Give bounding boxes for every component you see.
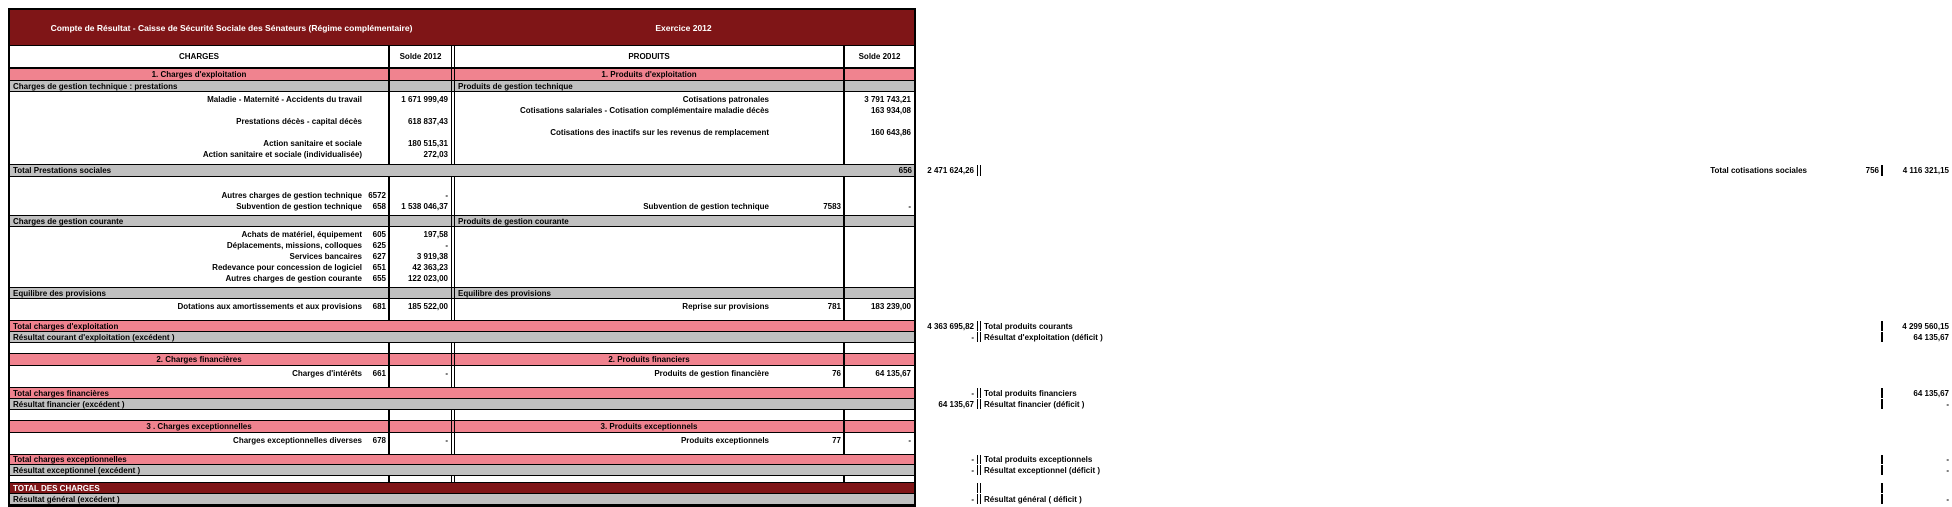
- left-value-cell: [388, 476, 451, 482]
- right-label-cell: [977, 494, 1881, 504]
- row-label: TOTAL DES CHARGES: [13, 483, 100, 493]
- colhead-row: [10, 46, 914, 69]
- row-label: [455, 190, 769, 201]
- left-label-cell: [10, 433, 388, 454]
- left-label-cell: [10, 366, 388, 387]
- account-code: [769, 116, 843, 127]
- band-row: [10, 69, 914, 81]
- right-value-cell: 64 135,67: [1881, 388, 1952, 398]
- left-value-cell: -: [914, 332, 977, 342]
- right-value-cell: [843, 354, 914, 365]
- band-row: [10, 81, 914, 92]
- detail-line: [10, 179, 388, 190]
- total-row: [10, 465, 1949, 476]
- left-label-cell: [10, 332, 914, 342]
- account-code: [769, 190, 843, 201]
- detail-line: [455, 435, 843, 446]
- right-value-cell: 4 363 695,82: [1881, 483, 1952, 493]
- left-value-cell: [388, 366, 451, 387]
- right-label-cell: [451, 299, 843, 320]
- right-label-cell: [451, 410, 843, 420]
- row-label: Total Prestations sociales: [13, 166, 112, 175]
- account-code: [769, 127, 843, 138]
- column-header-charges: CHARGES: [178, 52, 219, 61]
- detail-line: [10, 116, 388, 127]
- total-row: [10, 494, 1949, 505]
- right-label-cell: [977, 465, 1881, 475]
- row-label: Autres charges de gestion technique: [221, 191, 362, 200]
- row-label: Résultat général (excédent ): [13, 494, 120, 504]
- row-value: [845, 190, 914, 201]
- row-value: -: [445, 241, 448, 250]
- row-value: 1 538 046,37: [401, 202, 448, 211]
- row-label: Cotisations salariales - Cotisation complémentaire maladie décès: [520, 106, 769, 115]
- block-row: [10, 92, 914, 165]
- left-value-cell: [388, 421, 451, 432]
- left-value-cell: [388, 299, 451, 320]
- detail-line: [455, 368, 843, 379]
- row-value: 3 919,38: [416, 252, 448, 261]
- left-value-cell: [388, 410, 451, 420]
- column-header-solde-left: Solde 2012: [388, 46, 451, 67]
- row-value: 197,58: [423, 230, 448, 239]
- left-label-cell: [10, 343, 388, 353]
- detail-line: [455, 105, 843, 116]
- row-label: Total charges d'exploitation: [13, 321, 119, 331]
- left-label-cell: [10, 465, 914, 475]
- row-value: [390, 127, 451, 138]
- row-value: 272,03: [423, 150, 448, 159]
- band-row: [10, 421, 914, 433]
- left-value-cell: -: [914, 388, 977, 398]
- row-label: [10, 105, 362, 116]
- right-label-cell: [977, 483, 1881, 493]
- left-value-cell: 2 471 624,26: [914, 165, 977, 176]
- row-label: Total produits exceptionnels: [984, 455, 1093, 464]
- row-label: Reprise sur provisions: [682, 302, 769, 311]
- detail-line: [455, 116, 843, 127]
- left-value-cell: 4 363 695,82: [914, 483, 977, 493]
- row-value: 180 515,31: [407, 139, 448, 148]
- account-code: 627: [372, 252, 386, 261]
- right-value-cell: [843, 177, 914, 215]
- row-value: [845, 179, 914, 190]
- row-label: Cotisations patronales: [682, 95, 769, 104]
- left-label-cell: Equilibre des provisions: [13, 288, 106, 298]
- block-row: [10, 227, 914, 288]
- detail-line: [455, 127, 843, 138]
- account-code: [362, 127, 388, 138]
- right-label-cell: [977, 388, 1881, 398]
- left-label-cell: Charges de gestion courante: [13, 216, 124, 226]
- detail-line: [10, 149, 388, 160]
- account-code: 781: [827, 302, 841, 311]
- detail-line: [455, 179, 843, 190]
- block-row: [10, 177, 914, 216]
- account-code: [362, 105, 388, 116]
- band-row: [10, 288, 914, 299]
- right-value-cell: [843, 433, 914, 454]
- block-row: [10, 433, 914, 455]
- left-label-cell: [10, 177, 388, 215]
- detail-line: [10, 273, 388, 284]
- right-label-cell: [451, 92, 843, 164]
- income-statement-table: [8, 8, 1949, 507]
- right-label-cell: [977, 399, 1881, 409]
- title-band: [10, 10, 914, 46]
- row-value: -: [908, 436, 911, 445]
- right-label-cell: Produits de gestion courante: [451, 216, 843, 226]
- left-value-cell: [388, 227, 451, 287]
- right-label-cell: [977, 321, 1881, 331]
- account-code: [362, 179, 388, 190]
- row-value: [845, 116, 914, 127]
- detail-line: [10, 201, 388, 212]
- right-label-cell: Equilibre des provisions: [451, 288, 843, 298]
- row-label: Résultat financier (déficit ): [984, 399, 1085, 409]
- left-value-cell: [388, 288, 451, 298]
- row-label: Achats de matériel, équipement: [241, 230, 362, 239]
- left-value-cell: [388, 354, 451, 365]
- row-label: Autres charges de gestion courante: [225, 274, 362, 283]
- left-value-cell: [388, 177, 451, 215]
- exercise-year: Exercice 2012: [655, 22, 712, 33]
- row-value: -: [445, 369, 448, 378]
- row-label: Total produits financiers: [984, 388, 1077, 398]
- row-value: 1 671 999,49: [401, 95, 448, 104]
- right-value-cell: [843, 227, 914, 287]
- right-value-cell: [843, 366, 914, 387]
- detail-line: [455, 94, 843, 105]
- row-label: Total charges financières: [13, 388, 109, 398]
- account-code: [362, 149, 388, 160]
- left-value-cell: [388, 81, 451, 91]
- band-row: [10, 354, 914, 366]
- left-label-cell: [10, 388, 914, 398]
- row-value: -: [445, 436, 448, 445]
- right-value-cell: [843, 421, 914, 432]
- left-label-cell: [10, 227, 388, 287]
- right-value-cell: [843, 410, 914, 420]
- right-label-cell: 2. Produits financiers: [451, 354, 843, 365]
- left-label-cell: [10, 455, 914, 464]
- account-code: 658: [372, 202, 386, 211]
- row-label: Résultat d'exploitation (déficit ): [984, 332, 1103, 342]
- row-label: Redevance pour concession de logiciel: [212, 263, 362, 272]
- row-label: Charges d'intérêts: [292, 369, 362, 378]
- left-value-cell: [388, 433, 451, 454]
- left-value-cell: -: [914, 465, 977, 475]
- detail-line: [10, 138, 388, 149]
- account-code: 681: [372, 302, 386, 311]
- row-value: 42 363,23: [412, 263, 448, 272]
- account-code: 661: [372, 369, 386, 378]
- detail-line: [10, 105, 388, 116]
- detail-line: [10, 127, 388, 138]
- account-code: 6572: [368, 191, 386, 200]
- spacer-row: [10, 410, 914, 421]
- row-label: Résultat courant d'exploitation (excédent ): [13, 332, 175, 342]
- right-value-cell: -: [1881, 494, 1952, 504]
- report-title: Compte de Résultat - Caisse de Sécurité Sociale des Sénateurs (Régime complémentaire): [50, 22, 413, 33]
- detail-line: [10, 94, 388, 105]
- left-label-cell: [10, 92, 388, 164]
- row-label: Déplacements, missions, colloques: [226, 241, 362, 250]
- row-value: [390, 179, 451, 190]
- total-row: [10, 321, 1949, 332]
- detail-line: [10, 240, 388, 251]
- left-value-cell: -: [914, 455, 977, 464]
- detail-line: [455, 201, 843, 212]
- column-header-produits: PRODUITS: [451, 46, 843, 67]
- right-label-cell: [451, 433, 843, 454]
- account-code: 678: [372, 436, 386, 445]
- total-row: [10, 455, 1949, 465]
- row-value: 160 643,86: [870, 128, 911, 137]
- right-label-cell: [977, 455, 1881, 464]
- row-label: Total charges exceptionnelles: [13, 455, 127, 464]
- left-value-cell: [388, 92, 451, 164]
- spacer-row: [10, 476, 914, 483]
- right-label-cell: Produits de gestion technique: [451, 81, 843, 91]
- left-label-cell: [10, 399, 914, 409]
- row-value: [390, 105, 451, 116]
- account-code: [362, 138, 388, 149]
- left-value-cell: [388, 343, 451, 353]
- left-label-cell: [10, 299, 388, 320]
- detail-line: [455, 190, 843, 201]
- right-label-cell: 1. Produits d'exploitation: [451, 69, 843, 80]
- account-code: [769, 179, 843, 190]
- account-code: [362, 94, 388, 105]
- detail-line: [10, 301, 388, 312]
- account-code: [769, 94, 843, 105]
- account-code: 605: [372, 230, 386, 239]
- left-value-cell: [388, 216, 451, 226]
- left-label-cell: [10, 494, 914, 504]
- right-value-cell: [843, 476, 914, 482]
- row-label: [455, 116, 769, 127]
- row-label: Prestations décès - capital décès: [236, 117, 362, 126]
- row-label: Résultat exceptionnel (déficit ): [984, 465, 1101, 475]
- right-value-cell: [843, 299, 914, 320]
- detail-line: [10, 190, 388, 201]
- right-value-cell: [843, 216, 914, 226]
- row-label: TOTAL DES PRODUITS: [984, 483, 1073, 493]
- total-row: [10, 165, 1949, 177]
- right-label-cell: [451, 177, 843, 215]
- row-label: Produits de gestion financière: [654, 369, 769, 378]
- row-label: Action sanitaire et sociale (individualisée): [202, 150, 362, 159]
- account-code: 76: [832, 369, 841, 378]
- row-label: Cotisations des inactifs sur les revenus de remplacement: [550, 128, 769, 137]
- row-value: 618 837,43: [407, 117, 448, 126]
- left-label-cell: 1. Charges d'exploitation: [151, 70, 247, 79]
- account-code: 756: [1865, 166, 1879, 175]
- detail-line: [10, 262, 388, 273]
- right-label-cell: [451, 476, 843, 482]
- right-value-cell: 4 299 560,15: [1881, 321, 1952, 331]
- row-value: -: [908, 202, 911, 211]
- account-code: 656: [898, 166, 912, 175]
- row-label: Résultat financier (excédent ): [13, 399, 125, 409]
- left-label-cell: [10, 410, 388, 420]
- account-code: 7583: [823, 202, 841, 211]
- row-value: 3 791 743,21: [864, 95, 911, 104]
- left-label-cell: [10, 483, 914, 493]
- block-row: [10, 299, 914, 321]
- row-label: Subvention de gestion technique: [236, 202, 362, 211]
- block-row: [10, 366, 914, 388]
- right-label-cell: [451, 366, 843, 387]
- column-header-solde-right: Solde 2012: [843, 46, 914, 67]
- left-value-cell: 64 135,67: [914, 399, 977, 409]
- row-value: 185 522,00: [407, 302, 448, 311]
- right-value-cell: [843, 343, 914, 353]
- right-value-cell: [843, 69, 914, 80]
- row-label: Résultat général ( déficit ): [984, 494, 1082, 504]
- account-code: 77: [832, 436, 841, 445]
- row-label: [10, 179, 362, 190]
- right-label-cell: [451, 227, 843, 287]
- row-label: Total cotisations sociales: [1710, 166, 1807, 175]
- right-label-cell: [977, 165, 1881, 176]
- row-label: Produits exceptionnels: [680, 436, 769, 445]
- row-label: Action sanitaire et sociale: [263, 139, 362, 148]
- right-label-cell: [451, 343, 843, 353]
- right-value-cell: -: [1881, 455, 1952, 464]
- band-row: [10, 216, 914, 227]
- row-value: 183 239,00: [870, 302, 911, 311]
- left-label-cell: [10, 476, 388, 482]
- row-label: Résultat exceptionnel (excédent ): [13, 465, 141, 475]
- detail-line: [10, 229, 388, 240]
- total-row: [10, 399, 1949, 410]
- account-code: [769, 105, 843, 116]
- row-label: Total produits courants: [984, 321, 1073, 331]
- row-value: 163 934,08: [870, 106, 911, 115]
- right-value-cell: [843, 92, 914, 164]
- statement-rows: [10, 46, 1949, 505]
- left-label-cell: 3 . Charges exceptionnelles: [146, 422, 252, 431]
- detail-line: [10, 251, 388, 262]
- left-label-cell: [10, 321, 914, 331]
- total-row: [10, 388, 1949, 399]
- right-label-cell: 3. Produits exceptionnels: [451, 421, 843, 432]
- left-value-cell: [388, 69, 451, 80]
- account-code: 655: [372, 274, 386, 283]
- total-row: [10, 332, 1949, 343]
- left-value-cell: -: [914, 494, 977, 504]
- row-label: [455, 179, 769, 190]
- account-code: 651: [372, 263, 386, 272]
- row-label: Services bancaires: [289, 252, 362, 261]
- right-value-cell: [843, 288, 914, 298]
- row-value: -: [445, 191, 448, 200]
- row-label: Charges exceptionnelles diverses: [233, 436, 362, 445]
- row-label: Maladie - Maternité - Accidents du travail: [207, 95, 362, 104]
- left-label-cell: [10, 165, 914, 176]
- right-label-cell: [977, 332, 1881, 342]
- row-label: Subvention de gestion technique: [643, 202, 769, 211]
- left-label-cell: 2. Charges financières: [156, 355, 242, 364]
- detail-line: [10, 368, 388, 379]
- detail-line: [455, 301, 843, 312]
- account-code: [362, 116, 388, 127]
- left-value-cell: 4 363 695,82: [914, 321, 977, 331]
- left-label-cell: Charges de gestion technique : prestations: [13, 81, 178, 91]
- total-row: [10, 483, 1949, 494]
- row-label: Dotations aux amortissements et aux provisions: [177, 302, 362, 311]
- right-value-cell: -: [1881, 465, 1952, 475]
- row-value: 122 023,00: [407, 274, 448, 283]
- right-value-cell: 64 135,67: [1881, 332, 1952, 342]
- account-code: 625: [372, 241, 386, 250]
- row-label: [10, 127, 362, 138]
- detail-line: [10, 435, 388, 446]
- spacer-row: [10, 343, 914, 354]
- right-value-cell: -: [1881, 399, 1952, 409]
- right-value-cell: [843, 81, 914, 91]
- right-value-cell: 4 116 321,15: [1881, 165, 1952, 176]
- row-value: 64 135,67: [875, 369, 911, 378]
